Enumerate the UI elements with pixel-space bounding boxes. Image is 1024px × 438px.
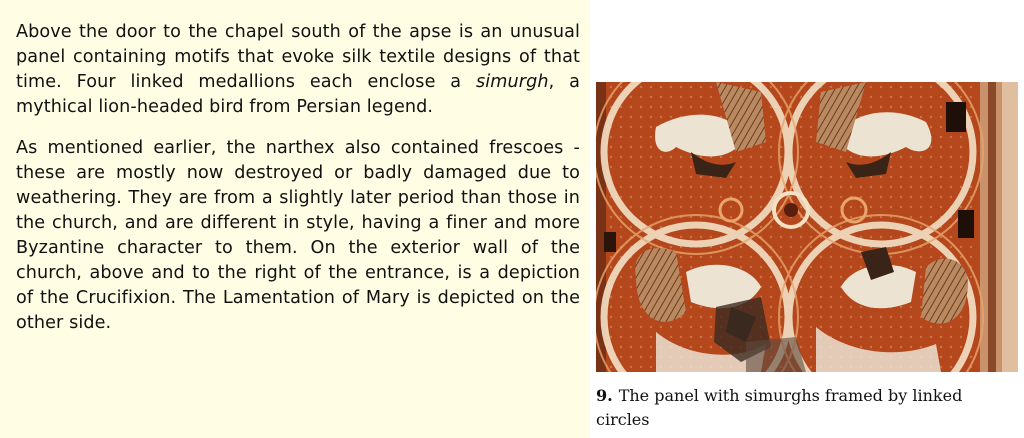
figure-caption-text: The panel with simurghs framed by linked circles <box>596 386 963 429</box>
paragraph-1-text-start: Above the door to the chapel south of the apse is an unusual panel containing motifs that evoke silk textile designs of that time. Four linked medallions each enclose a <box>16 22 580 92</box>
simurgh-term: simurgh <box>476 72 549 92</box>
figure-caption <box>596 384 1006 432</box>
paragraph-simurgh-panel <box>16 20 580 120</box>
paragraph-1-text-end: , a mythical lion-headed bird from Persian legend. <box>16 72 580 117</box>
fresco-panel-image <box>596 82 1018 372</box>
figure-number: 9. <box>596 386 613 405</box>
paragraph-narthex-frescoes: As mentioned earlier, the narthex also contained frescoes - these are mostly now destroyed or badly damaged due to weathering. They are from a slightly later period than those in the church, and are different in style, having a finer and more Byzantine character to them. On the exterior wall of the church, above and to the right of the entrance, is a depiction of the Crucifixion. The Lamentation of Mary is depicted on the other side. <box>16 138 580 333</box>
